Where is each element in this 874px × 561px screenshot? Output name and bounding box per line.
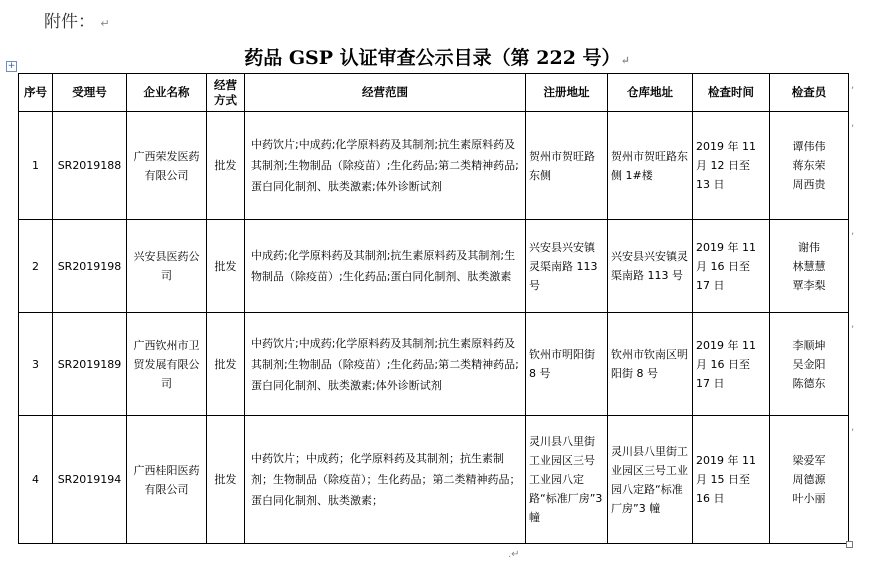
- row-accept-no: SR2019194: [53, 416, 127, 544]
- row-inspectors: [770, 313, 849, 416]
- row-reg-addr: 贺州市贺旺路东侧: [526, 112, 608, 220]
- inspector-name: 李顺坤: [792, 338, 826, 352]
- row-inspectors: [770, 416, 849, 544]
- table-row: [19, 112, 849, 220]
- paragraph-mark-icon: .↵: [508, 549, 520, 560]
- row-accept-no: SR2019188: [53, 112, 127, 220]
- col-header-reg-addr: 注册地址: [526, 74, 608, 112]
- inspector-name: 梁爱军: [792, 454, 826, 467]
- row-check-time: 2019 年 11 月 16 日至 17 日: [693, 220, 770, 313]
- row-mode: 批发: [207, 112, 245, 220]
- inspector-name: 林慧慧: [792, 259, 826, 273]
- row-mode: 批发: [207, 220, 245, 313]
- attachment-label: 附件： ↵: [44, 12, 110, 32]
- row-inspectors: [770, 112, 849, 220]
- inspector-name: 周西贵: [792, 178, 826, 191]
- row-mode: 批发: [207, 416, 245, 544]
- row-no: 1: [19, 112, 53, 220]
- table-row: [19, 313, 849, 416]
- row-warehouse-addr: 兴安县兴安镇灵渠南路 113 号: [608, 220, 693, 313]
- row-end-mark-icon: ,: [851, 319, 855, 330]
- row-end-mark-icon: ,: [851, 226, 855, 237]
- inspector-name: 谢伟: [798, 240, 820, 254]
- table-header-row: [19, 74, 849, 112]
- col-header-inspectors: 检查员: [770, 74, 849, 112]
- row-end-mark-icon: ,: [851, 118, 855, 129]
- row-scope: 中药饮片；中成药；化学原料药及其制剂；抗生素制剂；生物制品（除疫苗）；生化药品；第二类精神药品；蛋白同化制剂、肽类激素；: [245, 416, 526, 544]
- table-row: [19, 416, 849, 544]
- row-mode: 批发: [207, 313, 245, 416]
- row-no: 2: [19, 220, 53, 313]
- table-move-handle-icon[interactable]: +: [7, 61, 16, 71]
- col-header-scope: 经营范围: [245, 74, 526, 112]
- row-reg-addr: 兴安县兴安镇灵渠南路 113 号: [526, 220, 608, 313]
- col-header-mode: 经营方式: [207, 74, 245, 112]
- row-company: 广西桂阳医药有限公司: [127, 416, 207, 544]
- row-reg-addr: 灵川县八里街工业园区三号工业园八定路“标准厂房”3 幢: [526, 416, 608, 544]
- row-check-time: 2019 年 11 月 16 日至 17 日: [693, 313, 770, 416]
- inspector-name: 叶小丽: [792, 492, 826, 505]
- col-header-check-time: 检查时间: [693, 74, 770, 112]
- inspector-name: 蒋东荣: [792, 159, 826, 172]
- row-company: 广西荣发医药有限公司: [127, 112, 207, 220]
- row-no: 4: [19, 416, 53, 544]
- row-scope: 中成药;化学原料药及其制剂;抗生素原料药及其制剂;生物制品（除疫苗）;生化药品;蛋白同化制剂、肽类激素: [245, 220, 526, 313]
- row-company: 兴安县医药公司: [127, 220, 207, 313]
- row-warehouse-addr: 贺州市贺旺路东侧 1#楼: [608, 112, 693, 220]
- row-accept-no: SR2019198: [53, 220, 127, 313]
- inspector-name: 陈德东: [792, 376, 826, 390]
- col-header-accept-no: 受理号: [53, 74, 127, 112]
- row-scope: 中药饮片;中成药;化学原料药及其制剂;抗生素原料药及其制剂;生物制品（除疫苗）;生化药品;第二类精神药品;蛋白同化制剂、肽类激素;体外诊断试剂: [245, 112, 526, 220]
- row-scope: 中药饮片;中成药;化学原料药及其制剂;抗生素原料药及其制剂;生物制品（除疫苗）;生化药品;第二类精神药品;蛋白同化制剂、肽类激素;体外诊断试剂: [245, 313, 526, 416]
- col-header-no: 序号: [19, 74, 53, 112]
- row-reg-addr: 钦州市明阳街 8 号: [526, 313, 608, 416]
- table-resize-handle-icon[interactable]: [846, 541, 853, 548]
- row-end-mark-icon: ,: [851, 422, 855, 433]
- row-warehouse-addr: 钦州市钦南区明阳街 8 号: [608, 313, 693, 416]
- row-company: 广西钦州市卫贸发展有限公司: [127, 313, 207, 416]
- page-title: 药品 GSP 认证审查公示目录（第 222 号）↵: [244, 47, 630, 69]
- inspector-name: 周德源: [792, 473, 826, 486]
- col-header-company: 企业名称: [127, 74, 207, 112]
- row-warehouse-addr: 灵川县八里街工业园区三号工业园八定路“标准厂房”3 幢: [608, 416, 693, 544]
- review-table: [18, 73, 849, 544]
- row-accept-no: SR2019189: [53, 313, 127, 416]
- inspector-name: 谭伟伟: [792, 140, 826, 153]
- row-inspectors: [770, 220, 849, 313]
- table-row: [19, 220, 849, 313]
- row-check-time: 2019 年 11 月 15 日至 16 日: [693, 416, 770, 544]
- row-end-mark-icon: ,: [851, 80, 855, 91]
- inspector-name: 吴金阳: [792, 357, 826, 371]
- inspector-name: 覃李梨: [792, 278, 826, 292]
- col-header-warehouse-addr: 仓库地址: [608, 74, 693, 112]
- row-check-time: 2019 年 11 月 12 日至 13 日: [693, 112, 770, 220]
- row-no: 3: [19, 313, 53, 416]
